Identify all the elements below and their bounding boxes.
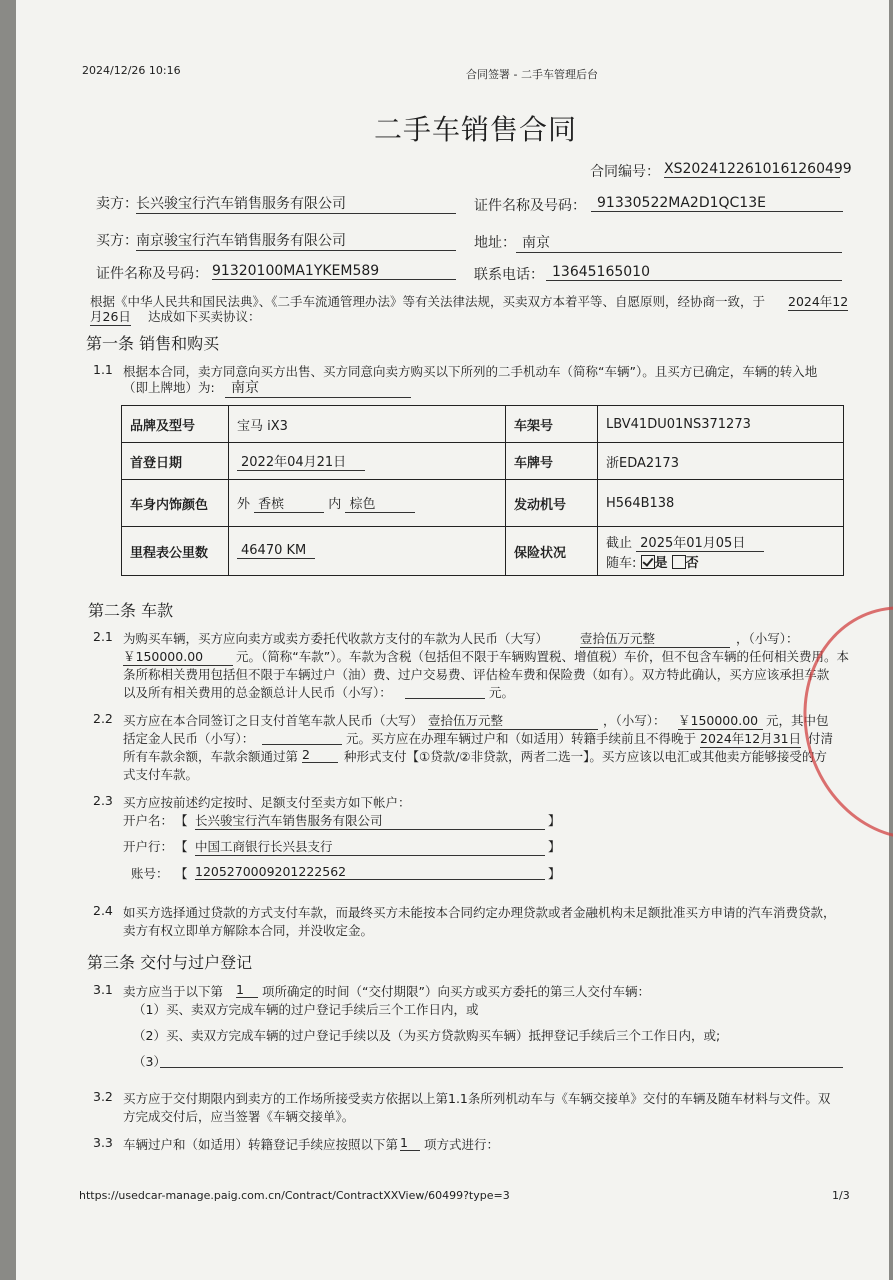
plate-label: 车牌号 (506, 443, 598, 480)
clause-2-2-text-b: ，（小写）： (603, 713, 666, 728)
page-url: https://usedcar-manage.paig.com.cn/Contract/ContractXXView/60499?type=3 (79, 1189, 510, 1202)
preamble-text-2: 达成如下买卖协议： (148, 309, 261, 324)
buyer-phone: 13645165010 (546, 264, 842, 281)
account-name-label: 开户名： (123, 813, 174, 828)
clause-2-1-line3: 条所称相关费用包括但不限于车辆过户（油）费、过户交易费、评估检车费和保险费（如有）。双方特此确认，买方应该承担车款 (123, 667, 830, 682)
no-option: 否 (685, 555, 699, 571)
buyer-address: 南京 (516, 232, 842, 253)
contract-number: XS2024122610161260499 (664, 161, 852, 177)
yes-option: 是 (654, 555, 668, 571)
article-2-title: 第二条 车款 (88, 601, 174, 620)
agreement-date-part2: 月26日 (90, 309, 131, 324)
clause-2-2-line3b: 种形式支付【①贷款/②非贷款，两者二选一】。买方应该以电汇或其他卖方能够接受的方 (344, 749, 827, 764)
delivery-option-1: （1）买、卖双方完成车辆的过户登记手续后三个工作日内，或 (133, 1002, 479, 1017)
clause-3-2-text: 买方应于交付期限内到卖方的工作场所接受卖方依据以上第1.1条所列机动车与《车辆交接单》交付的车辆及随车材料与文件。双 (123, 1091, 831, 1106)
clause-2-2-text: 买方应在本合同签订之日支付首笔车款人民币（大写） (123, 713, 424, 728)
mileage-label: 里程表公里数 (122, 527, 229, 576)
site-title: 合同签署 - 二手车管理后台 (466, 68, 598, 81)
exterior-color: 香槟 (254, 493, 324, 513)
table-row (122, 443, 844, 480)
clause-2-2-line2c: 付清 (808, 731, 834, 746)
phone-label: 联系电话： (474, 267, 544, 283)
insurance-date: 2025年01月05日 (636, 532, 764, 552)
bracket-left: 【 (175, 839, 188, 854)
color-cell (229, 480, 506, 527)
bracket-right: 】 (548, 813, 561, 828)
clause-1-1-text: 根据本合同，卖方同意向买方出售、买方同意向卖方购买以下所列的二手机动车（简称“车辆”）。且买方已确定，车辆的转入地 (123, 364, 818, 379)
clause-3-1-text: 卖方应当于以下第 (123, 984, 224, 999)
clause-3-2-text-2: 方完成交付后，应当签署《车辆交接单》。 (123, 1109, 355, 1124)
clause-2-2-line3: 所有车款余额，车款余额通过第 (123, 749, 299, 764)
clause-2-2-line4: 式支付车款。 (123, 767, 199, 782)
account-number-label: 账号： (131, 866, 169, 881)
plate-number: 浙EDA2173 (598, 443, 844, 480)
account-name: 长兴骏宝行汽车销售服务有限公司 (195, 811, 545, 830)
article-1-title: 第一条 销售和购买 (86, 334, 220, 353)
delivery-option-3: （3） (133, 1054, 166, 1069)
clause-3-2-number: 3.2 (93, 1089, 113, 1104)
payment-deadline: 2024年12月31日 (700, 731, 802, 746)
account-number: 1205270009201222562 (195, 864, 545, 880)
bracket-right: 】 (548, 839, 561, 854)
contract-number-label: 合同编号： (590, 164, 660, 180)
buyer-name: 南京骏宝行汽车销售服务有限公司 (136, 230, 456, 251)
clause-1-1-text-2: （即上牌地）为: (123, 380, 215, 395)
clause-2-1-number: 2.1 (93, 629, 113, 644)
registration-city: 南京 (225, 377, 411, 398)
insurance-prefix: 截止 (606, 535, 633, 551)
with-car-label: 随车: (606, 555, 637, 571)
clause-2-4-text-2: 卖方有权立即单方解除本合同，并没收定金。 (123, 923, 374, 938)
vehicle-table (121, 405, 844, 576)
page-number: 1/3 (832, 1189, 850, 1202)
bracket-left: 【 (175, 813, 188, 828)
brand-model: 宝马 iX3 (229, 406, 506, 443)
first-reg-date: 2022年04月21日 (237, 451, 365, 471)
mileage-cell (229, 527, 506, 576)
clause-2-1-text-b: ，（小写）： (736, 631, 799, 646)
buyer-label: 买方： (96, 233, 138, 249)
engine-label: 发动机号 (506, 480, 598, 527)
clause-2-2-number: 2.2 (93, 711, 113, 726)
first-payment-amount: ￥150000.00 (678, 711, 763, 730)
total-amount-blank (405, 698, 485, 699)
clause-3-3-text-b: 项方式进行： (424, 1137, 500, 1152)
clause-3-3-number: 3.3 (93, 1135, 113, 1150)
bank-label: 开户行： (123, 839, 174, 854)
payment-method-number: 2 (302, 747, 338, 763)
color-label: 车身内饰颜色 (122, 480, 229, 527)
clause-3-1-number: 3.1 (93, 982, 113, 997)
document-title: 二手车销售合同 (374, 113, 578, 146)
clause-2-3-text: 买方应按前述约定按时、足额支付至卖方如下帐户： (123, 795, 411, 810)
brand-label: 品牌及型号 (122, 406, 229, 443)
clause-2-3-number: 2.3 (93, 793, 113, 808)
delivery-option-number: 1 (236, 982, 258, 998)
first-reg-label: 首登日期 (122, 443, 229, 480)
engine-number: H564B138 (598, 480, 844, 527)
insurance-label: 保险状况 (506, 527, 598, 576)
clause-2-1-line4b: 元。 (489, 685, 515, 700)
table-row (122, 480, 844, 527)
table-row (122, 406, 844, 443)
clause-2-1-text: 为购买车辆，买方应向卖方或卖方委托代收款方支付的车款为人民币（大写） (123, 631, 549, 646)
clause-3-3-text: 车辆过户和（如适用）转籍登记手续应按照以下第 (123, 1137, 399, 1152)
exterior-prefix: 外 (237, 497, 251, 512)
seller-label: 卖方： (96, 196, 138, 212)
seller-id: 91330522MA2D1QC13E (591, 195, 843, 212)
article-3-title: 第三条 交付与过户登记 (87, 953, 253, 972)
price-amount: ￥150000.00 (123, 647, 233, 666)
deposit-blank (262, 744, 342, 745)
option-3-blank (160, 1067, 843, 1068)
first-payment-in-words: 壹拾伍万元整 (428, 711, 598, 730)
delivery-option-2: （2）买、卖双方完成车辆的过户登记手续以及（为买方贷款购买车辆）抵押登记手续后三个工作日内，或; (133, 1028, 721, 1043)
agreement-date-part1: 2024年12 (788, 294, 849, 309)
vin-label: 车架号 (506, 406, 598, 443)
interior-prefix: 内 (328, 497, 342, 512)
clause-2-4-number: 2.4 (93, 903, 113, 918)
checkbox-checked-icon (641, 555, 655, 569)
bank-name: 中国工商银行长兴县支行 (195, 837, 545, 856)
clause-2-1-line4: 以及所有相关费用的总金额总计人民币（小写）： (123, 685, 392, 700)
bracket-left: 【 (175, 866, 188, 881)
bracket-right: 】 (548, 866, 561, 881)
clause-2-4-text: 如买方选择通过贷款的方式支付车款，而最终买方未能按本合同约定办理贷款或者金融机构未足额批准买方申请的汽车消费贷款， (123, 905, 836, 920)
mileage-value: 46470 KM (237, 543, 315, 559)
clause-2-2-text-c: 元，其中包 (766, 713, 829, 728)
insurance-cell (598, 527, 844, 576)
price-in-words: 壹拾伍万元整 (580, 629, 730, 648)
first-reg-date-cell (229, 443, 506, 480)
interior-color: 棕色 (345, 493, 415, 513)
clause-2-1-line2: 元。（简称“车款”）。车款为含税（包括但不限于车辆购置税、增值税）车价，但不包含车辆的任何相关费用。本 (236, 649, 849, 664)
buyer-id-label: 证件名称及号码： (96, 266, 208, 282)
preamble-text: 根据《中华人民共和国民法典》、《二手车流通管理办法》等有关法律法规，买卖双方本着平等、自愿原则，经协商一致，于 (90, 294, 766, 309)
clause-3-1-text-b: 项所确定的时间（“交付期限”）向买方或买方委托的第三人交付车辆： (262, 984, 650, 999)
print-timestamp: 2024/12/26 10:16 (82, 64, 181, 77)
seller-id-label: 证件名称及号码： (474, 198, 586, 214)
seller-name: 长兴骏宝行汽车销售服务有限公司 (136, 193, 456, 214)
vin-value: LBV41DU01NS371273 (598, 406, 844, 443)
address-label: 地址： (474, 235, 516, 251)
clause-2-2-line2b: 元。买方应在办理车辆过户和（如适用）转籍手续前且不得晚于 (346, 731, 697, 746)
transfer-option-number: 1 (400, 1135, 420, 1151)
clause-1-1-number: 1.1 (93, 362, 113, 377)
checkbox-empty-icon (672, 555, 686, 569)
table-row (122, 527, 844, 576)
buyer-id: 91320100MA1YKEM589 (212, 263, 456, 280)
clause-2-2-line2: 括定金人民币（小写）： (123, 731, 255, 746)
